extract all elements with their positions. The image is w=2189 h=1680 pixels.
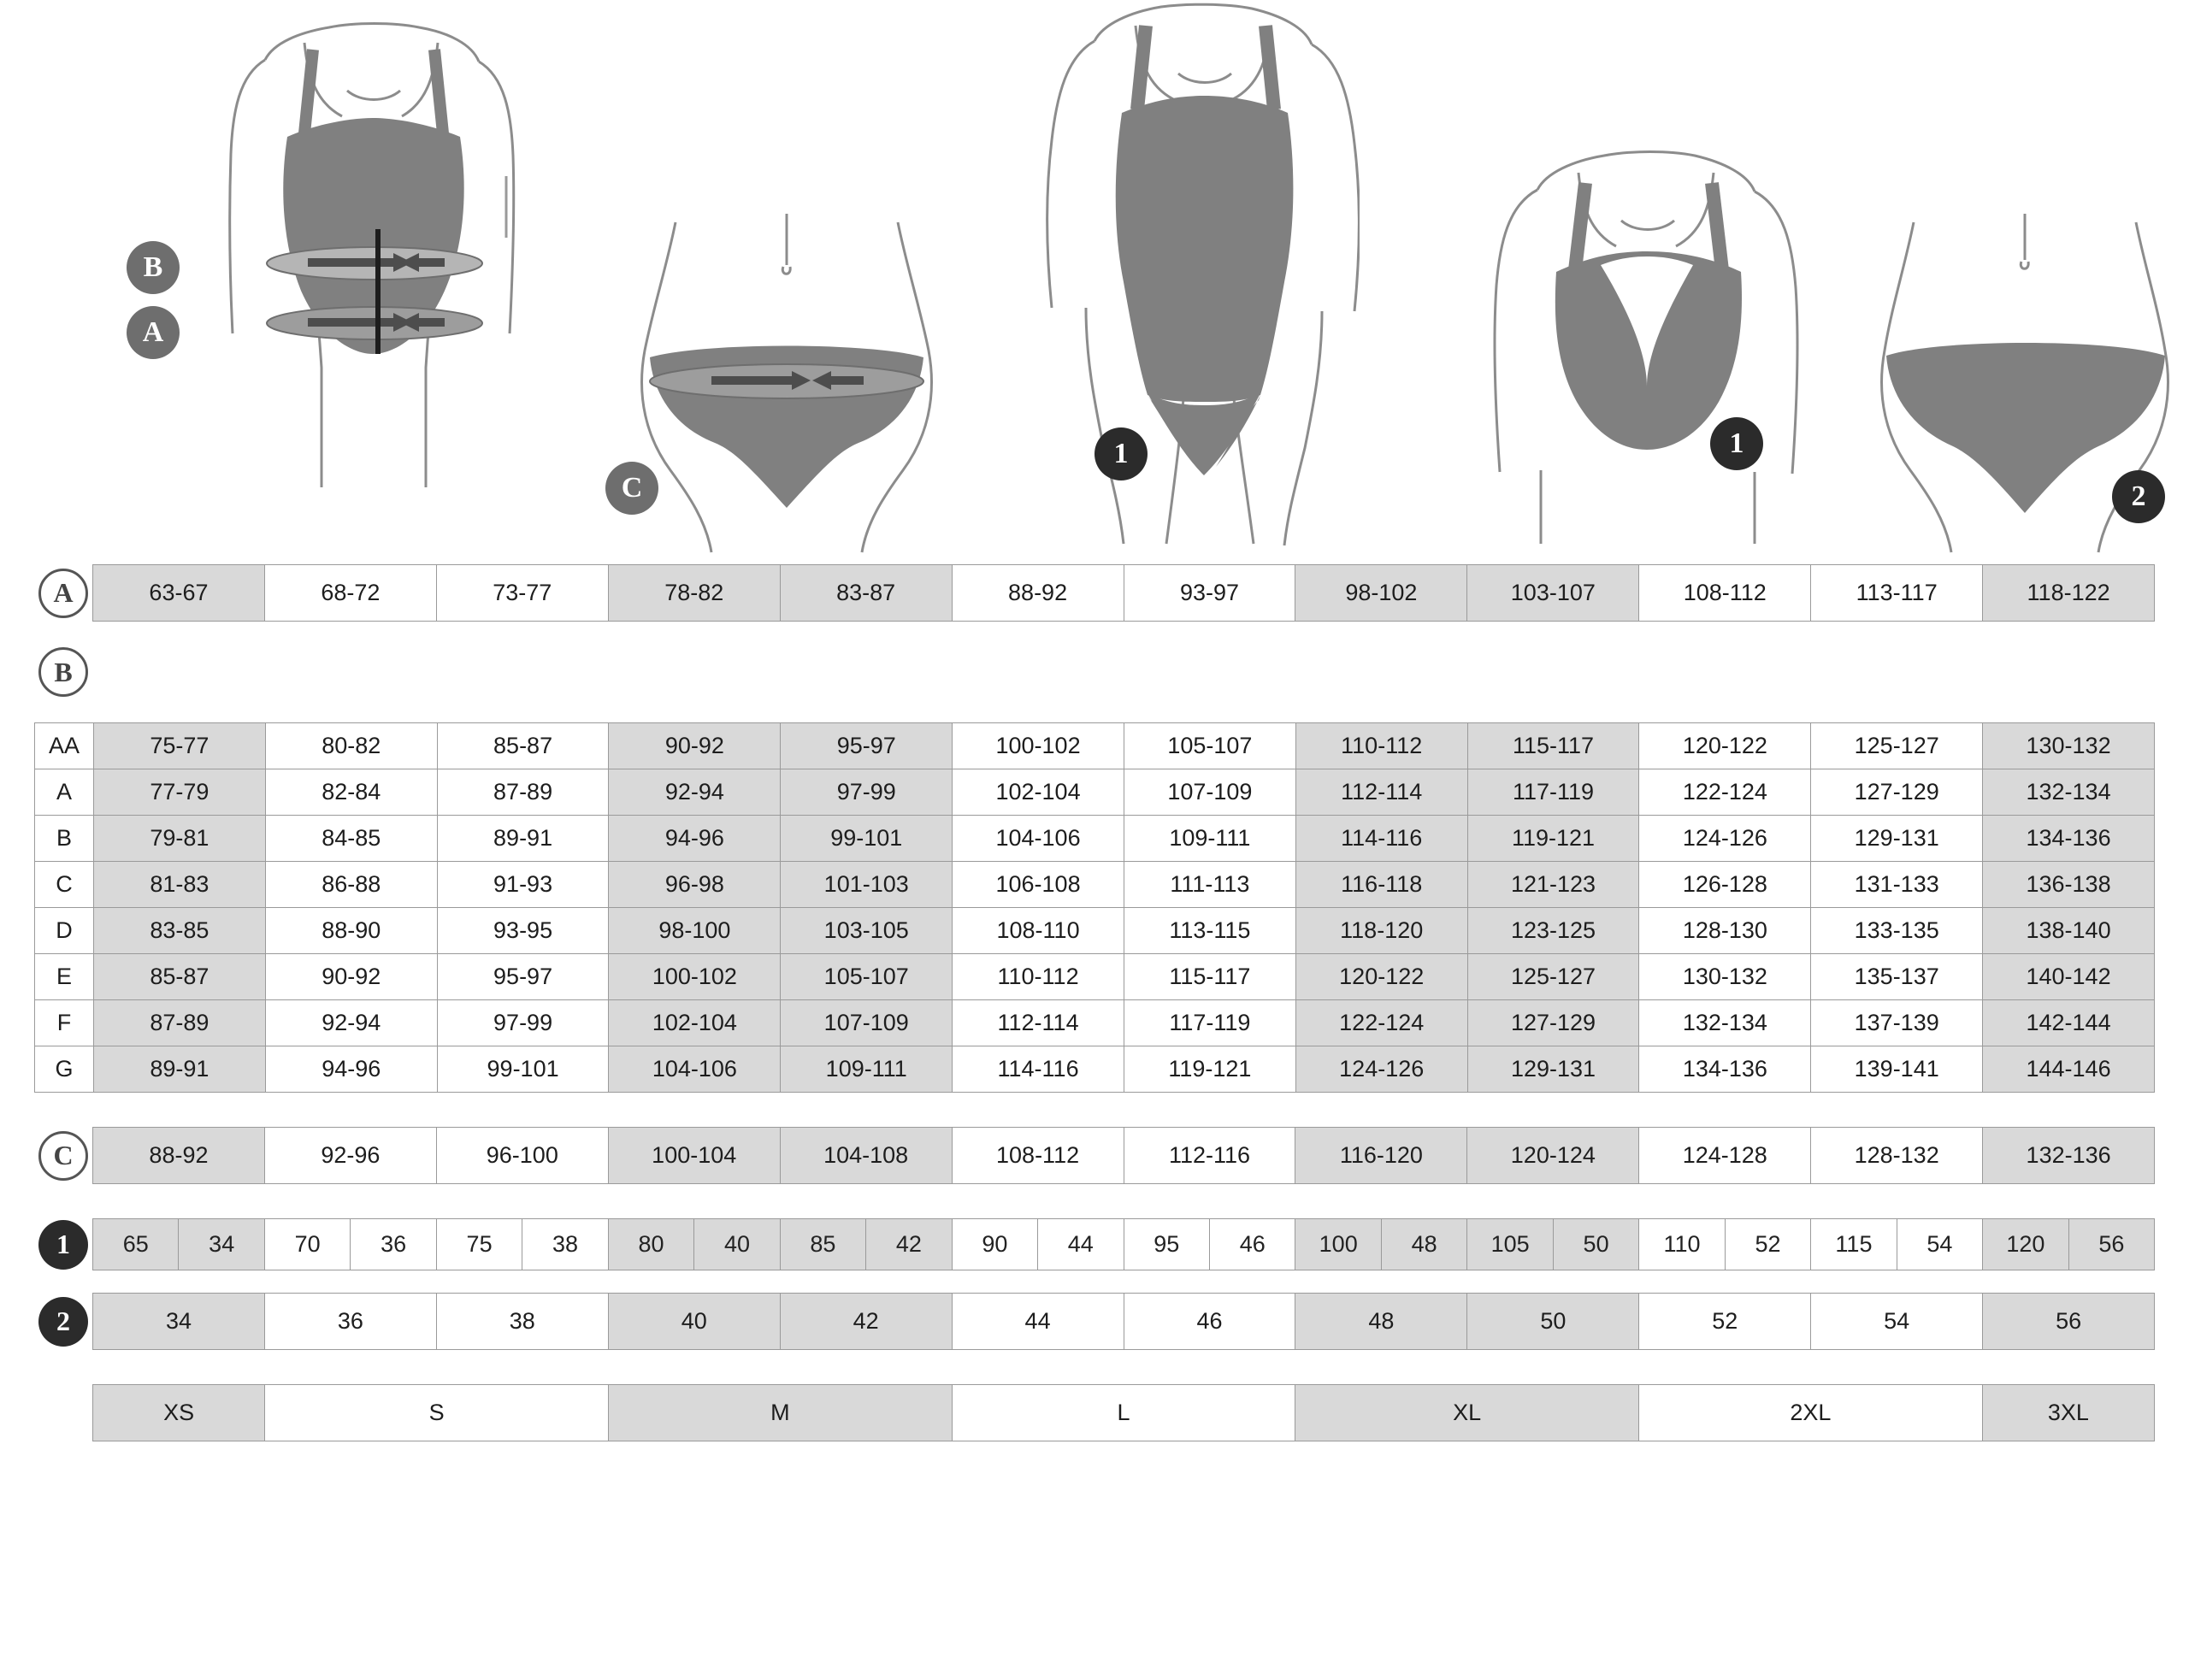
bra-size-pair [93, 1219, 265, 1270]
bust-cell: 144-146 [1983, 1046, 2155, 1093]
bust-cell: 121-123 [1467, 862, 1639, 908]
bust-cell: 130-132 [1983, 723, 2155, 769]
bra-size-pair [1983, 1219, 2154, 1270]
bra-band-eu: 75 [437, 1219, 522, 1270]
bust-cell: 102-104 [609, 1000, 781, 1046]
bust-cell: 115-117 [1124, 954, 1295, 1000]
bust-cell: 83-85 [94, 908, 266, 954]
row-C-badge: C [38, 1131, 88, 1181]
hips-cell: 124-128 [1639, 1128, 1811, 1183]
bust-cell: 105-107 [781, 954, 953, 1000]
underbust-cell: 63-67 [93, 565, 265, 621]
hips-cell: 88-92 [93, 1128, 265, 1183]
bust-cell: 133-135 [1811, 908, 1983, 954]
bra-band-alt: 52 [1755, 1231, 1781, 1257]
bust-cell: 131-133 [1811, 862, 1983, 908]
bust-cell: 125-127 [1467, 954, 1639, 1000]
bra-band-eu: 100 [1295, 1219, 1381, 1270]
underbust-cell: 73-77 [437, 565, 609, 621]
bust-cell: 82-84 [265, 769, 437, 816]
bottom-size-cell: 44 [953, 1294, 1124, 1349]
hips-figure [616, 214, 975, 560]
bust-cell: 107-109 [781, 1000, 953, 1046]
row-1 [34, 1218, 2155, 1270]
bust-cell: 134-136 [1983, 816, 2155, 862]
bra-band-eu: 115 [1811, 1219, 1897, 1270]
hips-cell: 92-96 [265, 1128, 437, 1183]
bust-cell: 105-107 [1124, 723, 1295, 769]
bust-cell: 75-77 [94, 723, 266, 769]
bust-cell: 97-99 [781, 769, 953, 816]
bra-band-eu: 90 [953, 1219, 1038, 1270]
size-label-cell: XL [1295, 1385, 1639, 1441]
bikini-bottom-figure [1864, 214, 2189, 560]
bust-cell: 99-101 [437, 1046, 609, 1093]
bra-band-eu: 110 [1639, 1219, 1725, 1270]
bra-band-alt: 34 [179, 1219, 263, 1270]
hips-cell: 96-100 [437, 1128, 609, 1183]
bust-cell: 124-126 [1639, 816, 1811, 862]
bust-underbust-figure [137, 9, 581, 551]
cup-name: A [35, 769, 94, 816]
bust-cell: 81-83 [94, 862, 266, 908]
bottom-size-cell: 36 [265, 1294, 437, 1349]
bust-cell: 90-92 [265, 954, 437, 1000]
row-A [34, 564, 2155, 622]
bra-size-pair [1295, 1219, 1467, 1270]
bottom-size-cell: 38 [437, 1294, 609, 1349]
bust-cell: 137-139 [1811, 1000, 1983, 1046]
bust-cell: 92-94 [265, 1000, 437, 1046]
bottom-size-cell: 40 [609, 1294, 781, 1349]
row-sizes [34, 1384, 2155, 1441]
bust-cell: 107-109 [1124, 769, 1295, 816]
bra-size-pair [265, 1219, 437, 1270]
bra-size-pair [781, 1219, 953, 1270]
bust-cell: 100-102 [953, 723, 1124, 769]
bust-cell: 117-119 [1467, 769, 1639, 816]
bra-top-figure [1419, 145, 1830, 551]
bust-cell: 132-134 [1639, 1000, 1811, 1046]
cup-name: G [35, 1046, 94, 1093]
bra-band-eu: 85 [781, 1219, 866, 1270]
swimsuit-figure [983, 0, 1360, 551]
hips-cell: 120-124 [1467, 1128, 1639, 1183]
bust-cell: 132-134 [1983, 769, 2155, 816]
bust-cell: 117-119 [1124, 1000, 1295, 1046]
row-B-badge: B [38, 647, 88, 697]
bust-cell: 84-85 [265, 816, 437, 862]
marker-1-swimsuit-icon: 1 [1094, 427, 1148, 480]
bra-band-alt: 50 [1554, 1219, 1638, 1270]
bra-band-alt: 42 [866, 1219, 951, 1270]
bust-cell: 108-110 [953, 908, 1124, 954]
illustration-row [34, 0, 2155, 564]
bust-cell: 128-130 [1639, 908, 1811, 954]
bust-cell: 86-88 [265, 862, 437, 908]
size-label-cell: XS [93, 1385, 265, 1441]
hips-cell: 104-108 [781, 1128, 953, 1183]
bra-size-pair [1639, 1219, 1811, 1270]
bra-size-pair [1467, 1219, 1639, 1270]
cup-row [35, 1046, 2155, 1093]
bust-cell: 111-113 [1124, 862, 1295, 908]
cup-name: AA [35, 723, 94, 769]
hips-cell: 108-112 [953, 1128, 1124, 1183]
bust-cell: 99-101 [781, 816, 953, 862]
bust-cell: 90-92 [609, 723, 781, 769]
bust-cell: 88-90 [265, 908, 437, 954]
bra-band-eu: 120 [1983, 1219, 2068, 1270]
bust-cell: 100-102 [609, 954, 781, 1000]
cup-row [35, 723, 2155, 769]
underbust-cell: 83-87 [781, 565, 953, 621]
bust-cell: 98-100 [609, 908, 781, 954]
bust-cell: 127-129 [1467, 1000, 1639, 1046]
bust-cell: 89-91 [94, 1046, 266, 1093]
underbust-cell: 103-107 [1467, 565, 1639, 621]
bust-cell: 123-125 [1467, 908, 1639, 954]
bust-cell: 127-129 [1811, 769, 1983, 816]
bra-size-pair [609, 1219, 781, 1270]
size-label-cell: L [953, 1385, 1296, 1441]
bust-cell: 129-131 [1811, 816, 1983, 862]
bust-cell: 110-112 [1295, 723, 1467, 769]
bust-cell: 79-81 [94, 816, 266, 862]
bust-cell: 89-91 [437, 816, 609, 862]
bust-cell: 115-117 [1467, 723, 1639, 769]
row-2-badge: 2 [38, 1297, 88, 1347]
underbust-cell: 93-97 [1124, 565, 1296, 621]
marker-2-icon: 2 [2112, 470, 2165, 523]
bra-band-alt: 36 [381, 1231, 407, 1257]
bust-cell: 142-144 [1983, 1000, 2155, 1046]
cup-row [35, 954, 2155, 1000]
bra-band-eu: 95 [1124, 1219, 1210, 1270]
bra-band-alt: 46 [1239, 1231, 1266, 1257]
bottom-size-cell: 56 [1983, 1294, 2154, 1349]
bra-size-pair [953, 1219, 1124, 1270]
bra-size-pair [437, 1219, 609, 1270]
bust-cell: 95-97 [437, 954, 609, 1000]
bust-cell: 97-99 [437, 1000, 609, 1046]
cup-name: C [35, 862, 94, 908]
size-label-cell: M [609, 1385, 953, 1441]
bust-cell: 109-111 [1124, 816, 1295, 862]
bust-cell: 94-96 [265, 1046, 437, 1093]
hips-cell: 112-116 [1124, 1128, 1296, 1183]
marker-1-bra-icon: 1 [1710, 417, 1763, 470]
cup-row [35, 862, 2155, 908]
row-A-cells [92, 564, 2155, 622]
row-A-badge: A [38, 569, 88, 618]
row-C-cells [92, 1127, 2155, 1184]
underbust-cell: 118-122 [1983, 565, 2154, 621]
cup-name: E [35, 954, 94, 1000]
bottom-size-cell: 34 [93, 1294, 265, 1349]
bust-cell: 91-93 [437, 862, 609, 908]
bust-cell: 120-122 [1295, 954, 1467, 1000]
row-2-label [34, 1297, 92, 1347]
row-sizes-cells [92, 1384, 2155, 1441]
cup-name: B [35, 816, 94, 862]
bust-cell: 112-114 [953, 1000, 1124, 1046]
bust-cell: 101-103 [781, 862, 953, 908]
bust-cell: 120-122 [1639, 723, 1811, 769]
bra-band-alt: 44 [1067, 1231, 1094, 1257]
bra-band-alt: 56 [2069, 1219, 2154, 1270]
row-2-cells [92, 1293, 2155, 1350]
bust-cell: 125-127 [1811, 723, 1983, 769]
bust-cell: 135-137 [1811, 954, 1983, 1000]
row-B-label-holder [34, 644, 2155, 700]
bust-cell: 113-115 [1124, 908, 1295, 954]
bust-cell: 136-138 [1983, 862, 2155, 908]
bra-band-eu: 70 [265, 1219, 351, 1270]
bust-cell: 134-136 [1639, 1046, 1811, 1093]
marker-B-icon: B [127, 241, 180, 294]
bust-cell: 118-120 [1295, 908, 1467, 954]
bust-cell: 85-87 [437, 723, 609, 769]
hips-cell: 132-136 [1983, 1128, 2154, 1183]
bra-size-pair [1811, 1219, 1983, 1270]
underbust-cell: 98-102 [1295, 565, 1467, 621]
cup-row [35, 908, 2155, 954]
bust-cell: 80-82 [265, 723, 437, 769]
bottom-size-cell: 48 [1295, 1294, 1467, 1349]
bottom-size-cell: 46 [1124, 1294, 1296, 1349]
bra-size-pair [1124, 1219, 1296, 1270]
bust-cell: 112-114 [1295, 769, 1467, 816]
hips-cell: 128-132 [1811, 1128, 1983, 1183]
bust-cell: 104-106 [953, 816, 1124, 862]
size-label-cell: 3XL [1983, 1385, 2154, 1441]
bust-cell: 119-121 [1124, 1046, 1295, 1093]
underbust-cell: 88-92 [953, 565, 1124, 621]
bust-cell: 104-106 [609, 1046, 781, 1093]
bust-cell: 93-95 [437, 908, 609, 954]
cup-name: F [35, 1000, 94, 1046]
underbust-cell: 113-117 [1811, 565, 1983, 621]
cup-row [35, 769, 2155, 816]
row-C [34, 1127, 2155, 1184]
hips-cell: 100-104 [609, 1128, 781, 1183]
bust-cell: 124-126 [1295, 1046, 1467, 1093]
row-A-label [34, 569, 92, 618]
underbust-cell: 78-82 [609, 565, 781, 621]
bust-cell: 119-121 [1467, 816, 1639, 862]
cup-name: D [35, 908, 94, 954]
row-1-badge: 1 [38, 1220, 88, 1270]
bust-cell: 122-124 [1639, 769, 1811, 816]
row-1-label [34, 1220, 92, 1270]
bust-cell: 140-142 [1983, 954, 2155, 1000]
row-C-label [34, 1131, 92, 1181]
hips-cell: 116-120 [1295, 1128, 1467, 1183]
bottom-size-cell: 50 [1467, 1294, 1639, 1349]
bust-cell: 129-131 [1467, 1046, 1639, 1093]
bust-cell: 126-128 [1639, 862, 1811, 908]
bust-cell: 122-124 [1295, 1000, 1467, 1046]
bra-band-alt: 54 [1926, 1231, 1953, 1257]
bust-cell: 102-104 [953, 769, 1124, 816]
bust-cell: 139-141 [1811, 1046, 1983, 1093]
bust-cell: 109-111 [781, 1046, 953, 1093]
bra-band-alt: 40 [694, 1219, 779, 1270]
bust-cell: 103-105 [781, 908, 953, 954]
bust-cell: 92-94 [609, 769, 781, 816]
row-2 [34, 1293, 2155, 1350]
bust-cell: 95-97 [781, 723, 953, 769]
bra-band-alt: 38 [552, 1231, 579, 1257]
marker-A-icon: A [127, 306, 180, 359]
bust-cell: 87-89 [94, 1000, 266, 1046]
bust-cell: 114-116 [1295, 816, 1467, 862]
bottom-size-cell: 52 [1639, 1294, 1811, 1349]
bust-cell: 106-108 [953, 862, 1124, 908]
row-1-cells [92, 1218, 2155, 1270]
bottom-size-cell: 54 [1811, 1294, 1983, 1349]
bra-band-eu: 105 [1467, 1219, 1553, 1270]
bra-band-eu: 65 [93, 1219, 179, 1270]
bust-cell: 87-89 [437, 769, 609, 816]
bust-cell: 114-116 [953, 1046, 1124, 1093]
bust-cell: 110-112 [953, 954, 1124, 1000]
cup-size-grid [34, 722, 2155, 1093]
bust-cell: 77-79 [94, 769, 266, 816]
bust-cell: 116-118 [1295, 862, 1467, 908]
cup-row [35, 816, 2155, 862]
bust-cell: 85-87 [94, 954, 266, 1000]
size-label-cell: 2XL [1639, 1385, 1983, 1441]
bust-cell: 96-98 [609, 862, 781, 908]
cup-row [35, 1000, 2155, 1046]
underbust-cell: 108-112 [1639, 565, 1811, 621]
bust-cell: 138-140 [1983, 908, 2155, 954]
bra-band-alt: 48 [1382, 1219, 1466, 1270]
bust-cell: 130-132 [1639, 954, 1811, 1000]
underbust-cell: 68-72 [265, 565, 437, 621]
size-label-cell: S [265, 1385, 609, 1441]
bra-band-eu: 80 [609, 1219, 694, 1270]
bust-cell: 94-96 [609, 816, 781, 862]
bottom-size-cell: 42 [781, 1294, 953, 1349]
marker-C-icon: C [605, 462, 658, 515]
